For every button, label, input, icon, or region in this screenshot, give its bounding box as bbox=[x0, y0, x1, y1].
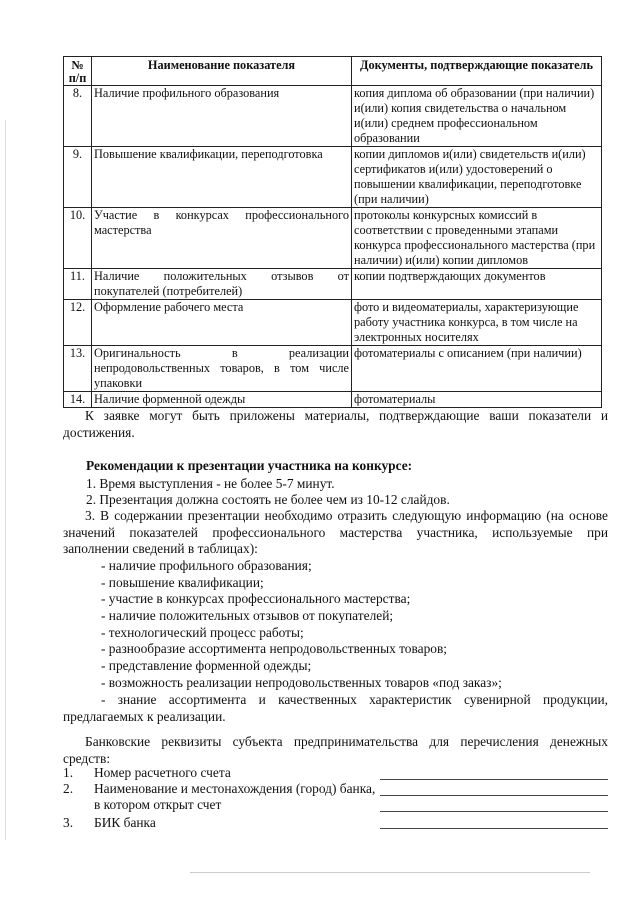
bank-item-label: Наименование и местонахождения (город) банка, bbox=[94, 781, 376, 796]
table-row bbox=[64, 208, 602, 269]
row-num: 8. bbox=[64, 86, 92, 147]
row-docs: копии дипломов и(или) свидетельств и(или) сертификатов и(или) удостоверений о повышении квалификации, переподготовке (при наличии) bbox=[352, 147, 602, 208]
bank-name-field-line2[interactable] bbox=[380, 811, 608, 812]
row-num: 14. bbox=[64, 392, 92, 408]
row-docs: фото и видеоматериалы, характеризующие работу участника конкурса, в том числе на электронных носителях bbox=[352, 300, 602, 346]
table-row bbox=[64, 346, 602, 392]
row-docs: фотоматериалы bbox=[352, 392, 602, 408]
row-num: 9. bbox=[64, 147, 92, 208]
bullet-item: - знание ассортимента и качественных характеристик сувенирной продукции, предлагаемых к реализации. bbox=[63, 692, 608, 724]
table-row bbox=[64, 392, 602, 408]
bank-item-label-cont: в котором открыт счет bbox=[94, 797, 222, 812]
row-name: Оформление рабочего места bbox=[92, 300, 352, 346]
table-row bbox=[64, 147, 602, 208]
row-docs: копия диплома об образовании (при наличии) и(или) копия свидетельства о начальном и(или) среднем профессиональном образовании bbox=[352, 86, 602, 147]
recommendation-item: 1. Время выступления - не более 5-7 минут. bbox=[86, 476, 335, 491]
recommendations-title: Рекомендации к презентации участника на конкурсе: bbox=[86, 458, 413, 473]
bank-item-label: БИК банка bbox=[94, 815, 156, 830]
recommendation-item: 2. Презентация должна состоять не более чем из 10-12 слайдов. bbox=[86, 492, 450, 507]
table-row bbox=[64, 269, 602, 300]
bullet-item: - технологический процесс работы; bbox=[101, 625, 304, 640]
attachments-note: К заявке могут быть приложены материалы, подтверждающие ваши показатели и достижения. bbox=[63, 408, 608, 440]
indicators-table bbox=[63, 56, 602, 408]
bank-item-num: 2. bbox=[63, 781, 74, 796]
row-name: Наличие положительных отзывов от покупателей (потребителей) bbox=[92, 269, 352, 300]
bank-name-field[interactable] bbox=[380, 795, 608, 796]
bullet-item: - разнообразие ассортимента непродовольственных товаров; bbox=[101, 641, 448, 656]
table-header-row bbox=[64, 57, 602, 86]
scan-edge-line bbox=[5, 120, 6, 840]
table-row bbox=[64, 86, 602, 147]
bullet-item: - наличие положительных отзывов от покупателей; bbox=[101, 608, 394, 623]
row-num: 11. bbox=[64, 269, 92, 300]
row-docs: копии подтверждающих документов bbox=[352, 269, 602, 300]
table-row bbox=[64, 300, 602, 346]
bank-item-num: 1. bbox=[63, 765, 74, 780]
bullet-item: - наличие профильного образования; bbox=[101, 558, 312, 573]
scan-bottom-line bbox=[190, 872, 590, 873]
bank-intro: Банковские реквизиты субъекта предпринимательства для перечисления денежных средств: bbox=[63, 734, 608, 766]
bullet-item: - возможность реализации непродовольственных товаров «под заказ»; bbox=[101, 675, 502, 690]
header-name: Наименование показателя bbox=[92, 57, 352, 86]
bank-item-num: 3. bbox=[63, 815, 74, 830]
row-name: Наличие форменной одежды bbox=[92, 392, 352, 408]
account-number-field[interactable] bbox=[380, 779, 608, 780]
row-name: Наличие профильного образования bbox=[92, 86, 352, 147]
recommendation-item: 3. В содержании презентации необходимо отразить следующую информацию (на основе значений показателей профессионального мастерства участника, используемые при заполнении сведений в таблицах): bbox=[63, 508, 608, 556]
row-name: Участие в конкурсах профессионального мастерства bbox=[92, 208, 352, 269]
row-num: 13. bbox=[64, 346, 92, 392]
row-num: 12. bbox=[64, 300, 92, 346]
row-docs: протоколы конкурсных комиссий в соответствии с проведенными этапами конкурса профессионального мастерства (при наличии) и(или) копии дипломов bbox=[352, 208, 602, 269]
bullet-item: - повышение квалификации; bbox=[101, 575, 264, 590]
bullet-item: - представление форменной одежды; bbox=[101, 658, 312, 673]
row-docs: фотоматериалы с описанием (при наличии) bbox=[352, 346, 602, 392]
row-name: Повышение квалификации, переподготовка bbox=[92, 147, 352, 208]
header-num: № п/п bbox=[64, 57, 92, 86]
bik-field[interactable] bbox=[380, 828, 608, 829]
header-docs: Документы, подтверждающие показатель bbox=[352, 57, 602, 86]
bullet-item: - участие в конкурсах профессионального мастерства; bbox=[101, 591, 411, 606]
row-name: Оригинальность в реализации непродовольственных товаров, в том числе упаковки bbox=[92, 346, 352, 392]
bank-item-label: Номер расчетного счета bbox=[94, 765, 231, 780]
row-num: 10. bbox=[64, 208, 92, 269]
